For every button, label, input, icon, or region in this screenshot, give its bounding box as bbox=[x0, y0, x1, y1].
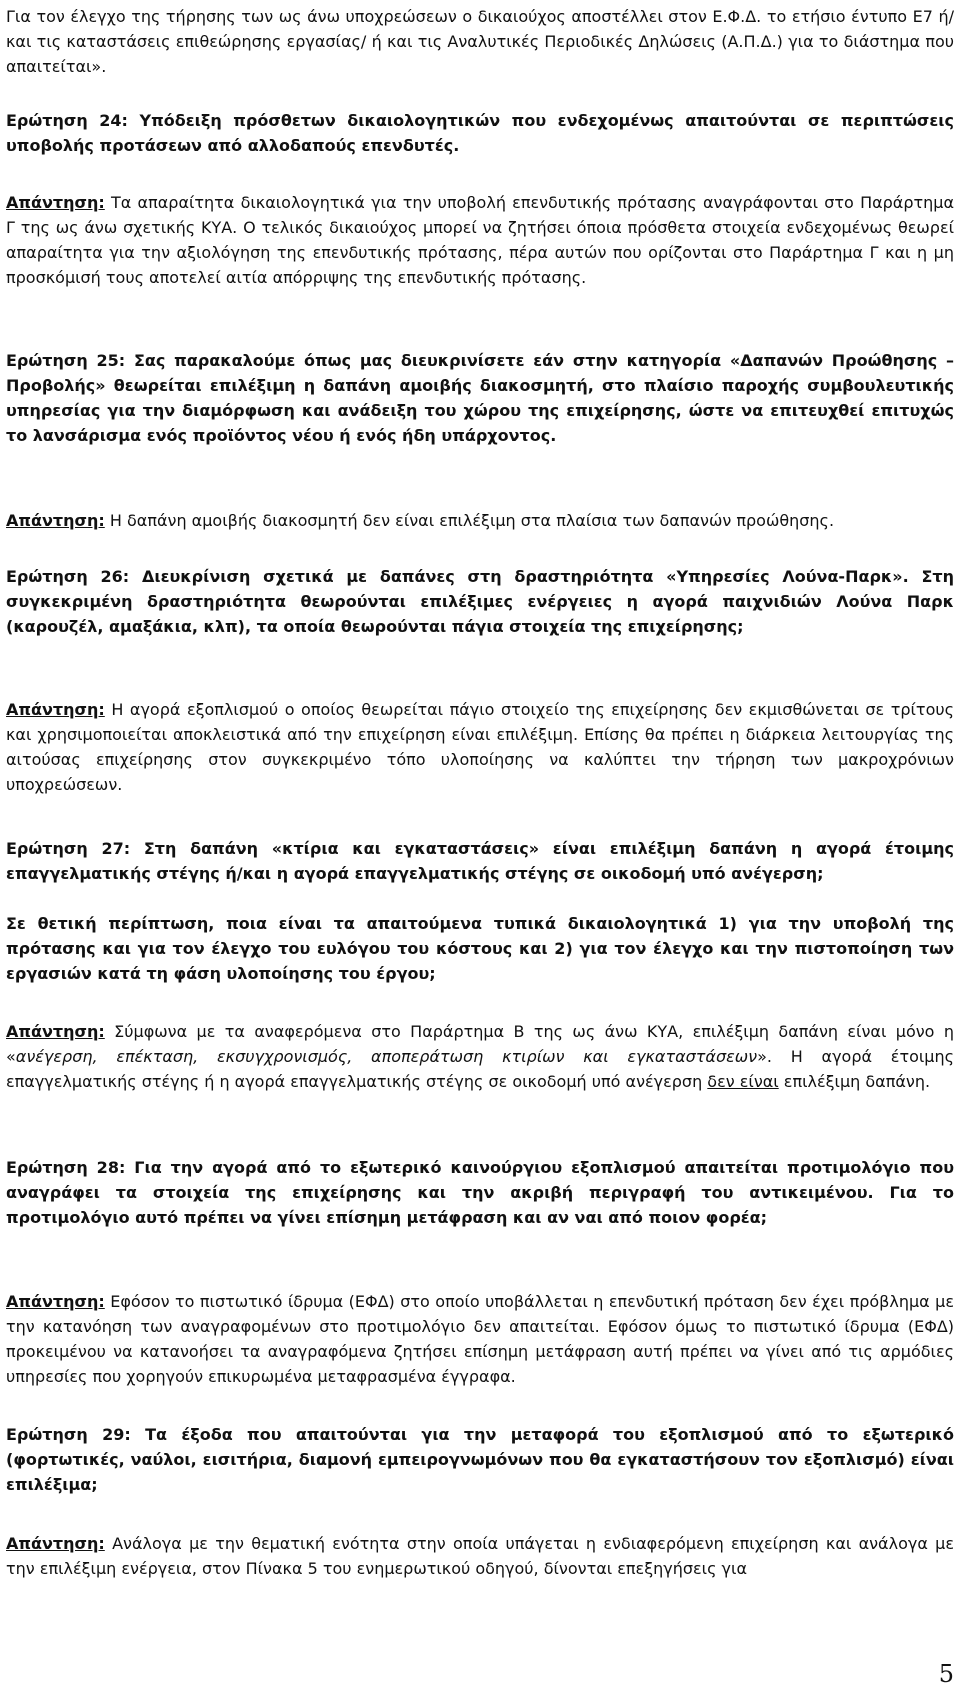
answer-27-text-c: επιλέξιμη δαπάνη. bbox=[778, 1072, 931, 1091]
question-25: Ερώτηση 25: Σας παρακαλούμε όπως μας διευκρινίσετε εάν στην κατηγορία «Δαπανών Προώθησης – Προβολής» θεωρείται επιλέξιμη η δαπάνη αμοιβής διακοσμητή, στο πλαίσιο παροχής συμβουλευτικής υπηρεσίας για την διαμόρφωση και ανάδειξη του χώρου της επιχείρησης, ώστε να επιτευχθεί επιτυχώς το λανσάρισμα ενός προϊόντος νέου ή ενός ήδη υπάρχοντος. bbox=[6, 351, 954, 445]
answer-28-text: Εφόσον το πιστωτικό ίδρυμα (ΕΦΔ) στο οποίο υποβάλλεται η επενδυτική πρόταση δεν έχει πρόβλημα με την κατανόηση των αναγραφομένων στο προτιμολόγιο δεν απαιτείται. Εφόσον όμως το πιστωτικό ίδρυμα (ΕΦΔ) προκειμένου να κατανοήσει τα αναγραφόμενα ζητήσει επίσημη μετάφραση αυτή πρέπει να γίνει από τις αρμόδιες υπηρεσίες που χορηγούν επικυρωμένα μεταφρασμένα έγγραφα. bbox=[6, 1292, 954, 1386]
answer-label: Απάντηση: bbox=[6, 1534, 105, 1553]
question-29: Ερώτηση 29: Τα έξοδα που απαιτούνται για την μεταφορά του εξοπλισμού από το εξωτερικό (φορτωτικές, ναύλοι, εισιτήρια, διαμονή εμπειρογνωμόνων που θα εγκαταστήσουν τον εξοπλισμό) είναι επιλέξιμα; bbox=[6, 1425, 954, 1494]
question-24: Ερώτηση 24: Υπόδειξη πρόσθετων δικαιολογητικών που ενδεχομένως απαιτούνται σε περιπτώσεις υποβολής προτάσεων από αλλοδαπούς επενδυτές. bbox=[6, 111, 954, 155]
answer-29 bbox=[6, 1531, 954, 1581]
answer-27-text-a: Σύμφωνα με τα αναφερόμενα στο Παράρτημα Β της ως άνω ΚΥΑ, επιλέξιμη δαπάνη είναι μόνο η « bbox=[6, 1022, 954, 1066]
answer-label: Απάντηση: bbox=[6, 193, 105, 212]
answer-24 bbox=[6, 190, 954, 290]
answer-26 bbox=[6, 697, 954, 797]
question-27: Ερώτηση 27: Στη δαπάνη «κτίρια και εγκαταστάσεις» είναι επιλέξιμη δαπάνη η αγορά έτοιμης επαγγελματικής στέγης ή/και η αγορά επαγγελματικής στέγης σε οικοδομή υπό ανέγερση; bbox=[6, 839, 954, 883]
answer-28 bbox=[6, 1289, 954, 1389]
answer-25-text: Η δαπάνη αμοιβής διακοσμητή δεν είναι επιλέξιμη στα πλαίσια των δαπανών προώθησης. bbox=[109, 511, 835, 530]
question-26: Ερώτηση 26: Διευκρίνιση σχετικά με δαπάνες στη δραστηριότητα «Υπηρεσίες Λούνα-Παρκ». Στη συγκεκριμένη δραστηριότητα θεωρούνται επιλέξιμες ενέργειες η αγορά παιχνιδιών Λούνα Παρκ (καρουζέλ, αμαξάκια, κλπ), τα οποία θεωρούνται πάγια στοιχεία της επιχείρησης; bbox=[6, 567, 954, 636]
intro-paragraph: Για τον έλεγχο της τήρησης των ως άνω υποχρεώσεων ο δικαιούχος αποστέλλει στον Ε.Φ.Δ. το ετήσιο έντυπο Ε7 ή/και τις καταστάσεις επιθεώρησης εργασίας/ ή και τις Αναλυτικές Περιοδικές Δηλώσεις (Α.Π.Δ.) για το διάστημα που απαιτείται». bbox=[6, 7, 954, 76]
answer-27-italic: ανέγερση, επέκταση, εκσυγχρονισμός, αποπεράτωση κτιρίων και εγκαταστάσεων bbox=[15, 1047, 758, 1066]
answer-27-underlined: δεν είναι bbox=[707, 1072, 779, 1091]
answer-27 bbox=[6, 1019, 954, 1094]
page-number: 5 bbox=[938, 1660, 954, 1688]
answer-label: Απάντηση: bbox=[6, 511, 105, 530]
answer-27-text-b: ». Η αγορά έτοιμης επαγγελματικής στέγης ή η αγορά επαγγελματικής στέγης σε οικοδομή υπό ανέγερση bbox=[6, 1047, 955, 1091]
question-27-followup: Σε θετική περίπτωση, ποια είναι τα απαιτούμενα τυπικά δικαιολογητικά 1) για την υποβολή της πρότασης και για τον έλεγχο του ευλόγου του κόστους και 2) για τον έλεγχο και την πιστοποίηση των εργασιών κατά τη φάση υλοποίησης του έργου; bbox=[6, 914, 954, 983]
answer-label: Απάντηση: bbox=[6, 1292, 105, 1311]
answer-26-text: Η αγορά εξοπλισμού ο οποίος θεωρείται πάγιο στοιχείο της επιχείρησης δεν εκμισθώνεται σε τρίτους και χρησιμοποιείται αποκλειστικά από την επιχείρηση είναι επιλέξιμη. Επίσης θα πρέπει η διάρκεια λειτουργίας της αιτούσας επιχείρησης στον συγκεκριμένο τόπο υλοποίησης να καλύπτει την τήρηση των μακροχρόνιων υποχρεώσεων. bbox=[6, 700, 955, 794]
question-28: Ερώτηση 28: Για την αγορά από το εξωτερικό καινούργιου εξοπλισμού απαιτείται προτιμολόγιο που αναγράφει τα στοιχεία της επιχείρησης και την ακριβή περιγραφή του αντικειμένου. Για το προτιμολόγιο αυτό πρέπει να γίνει επίσημη μετάφραση και αν ναι από ποιον φορέα; bbox=[6, 1158, 954, 1227]
answer-29-text: Ανάλογα με την θεματική ενότητα στην οποία υπάγεται η ενδιαφερόμενη επιχείρηση και ανάλογα με την επιλέξιμη ενέργεια, στον Πίνακα 5 του ενημερωτικού οδηγού, δίνονται επεξηγήσεις για bbox=[6, 1534, 954, 1578]
answer-label: Απάντηση: bbox=[6, 1022, 105, 1041]
answer-label: Απάντηση: bbox=[6, 700, 105, 719]
answer-24-text: Τα απαραίτητα δικαιολογητικά για την υποβολή επενδυτικής πρότασης αναγράφονται στο Παράρτημα Γ της ως άνω σχετικής ΚΥΑ. Ο τελικός δικαιούχος μπορεί να ζητήσει όποια πρόσθετα στοιχεία ενδεχομένως θεωρεί απαραίτητα για την αξιολόγηση της επενδυτικής πρότασης, πέρα αυτών που ορίζονται στο Παράρτημα Γ και η μη προσκόμισή τους αποτελεί αιτία απόρριψης της επενδυτικής πρότασης. bbox=[6, 193, 955, 287]
answer-25 bbox=[6, 508, 954, 533]
